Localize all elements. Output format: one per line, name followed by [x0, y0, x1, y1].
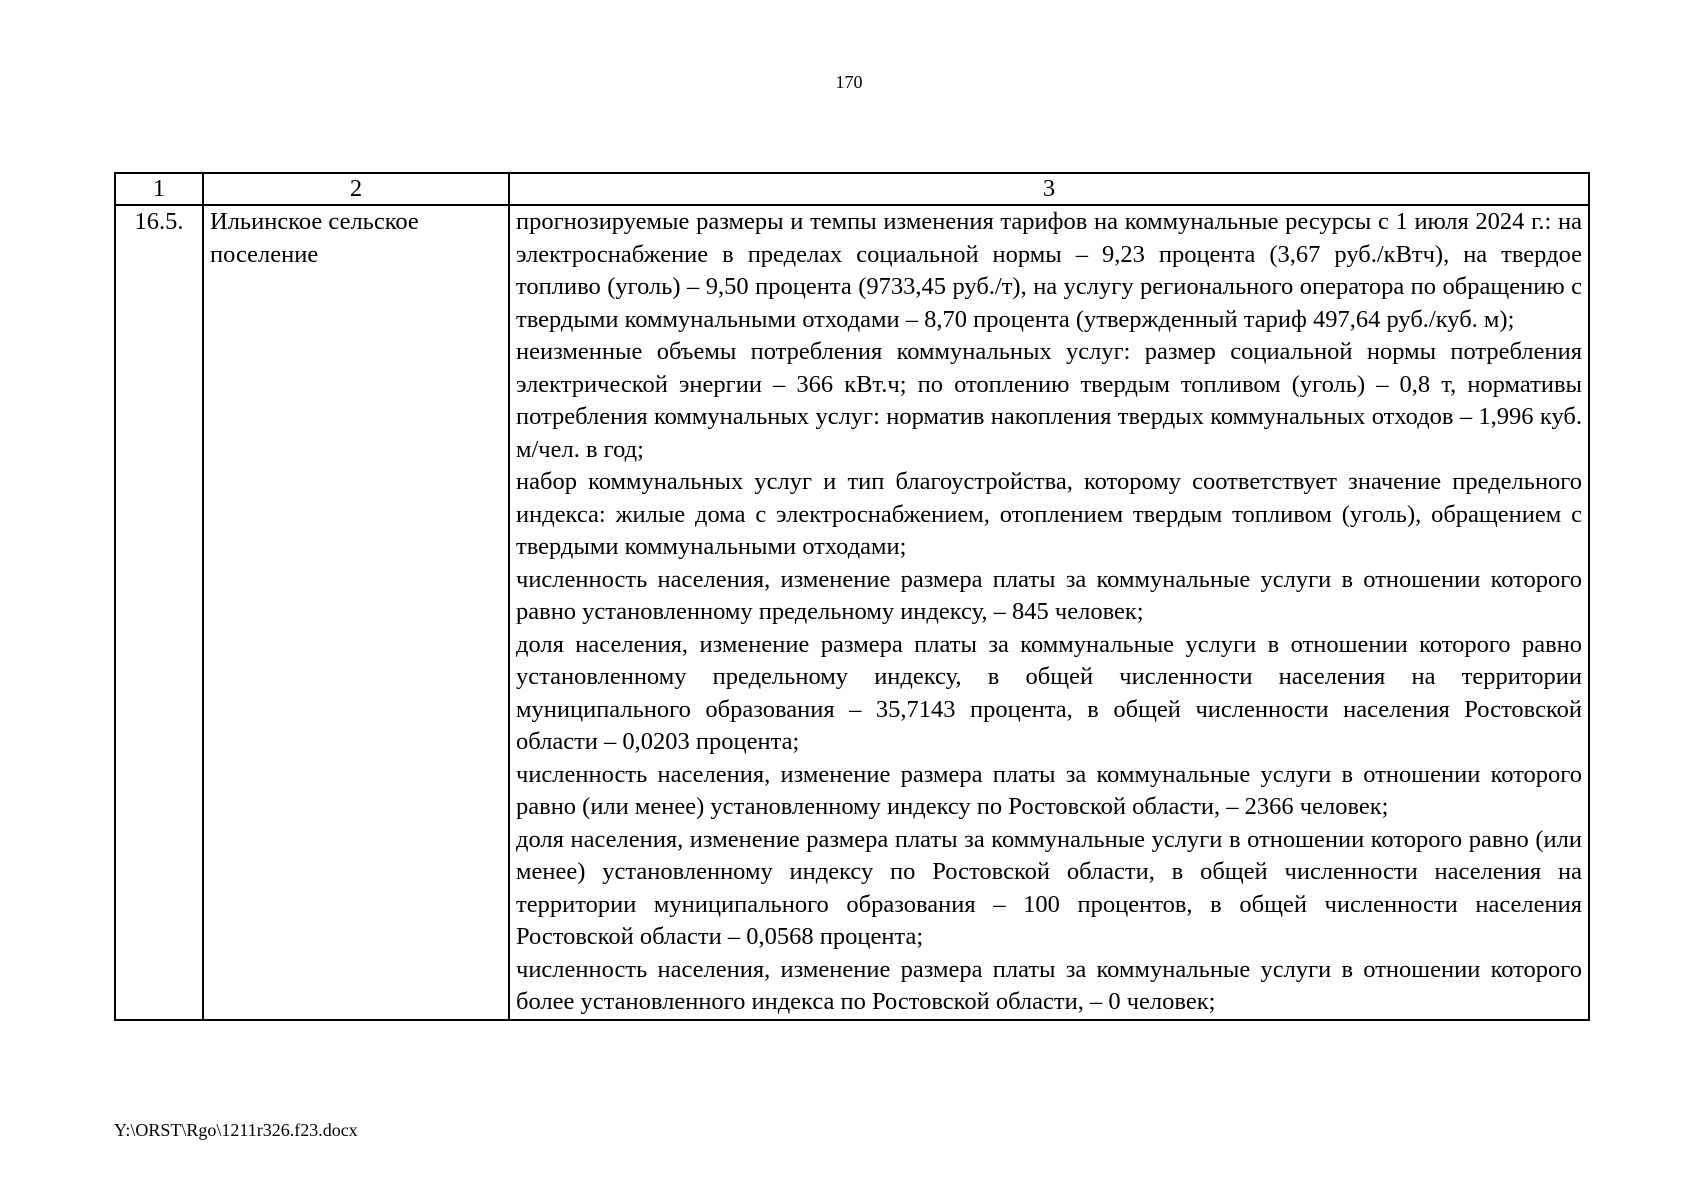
header-cell-3: 3 [509, 173, 1589, 205]
paragraph-population-more: численность населения, изменение размера платы за коммунальные услуги в отношении которого более установленного индекса по Ростовской области, – 0 человек; [516, 955, 1582, 1015]
page-number: 170 [835, 72, 863, 92]
municipality-name-text: Ильинское сельское поселение [210, 208, 419, 268]
paragraph-consumption: неизменные объемы потребления коммунальных услуг: размер социальной нормы потребления электрической энергии – 366 кВт.ч; по отоплению твердым топливом (уголь) – 0,8 т, нормативы потребления коммунальных услуг: норматив накопления твердых коммунальных отходов – 1,996 куб. м/чел. в год; [516, 338, 1582, 463]
paragraph-share-less: доля населения, изменение размера платы за коммунальные услуги в отношении которого равно (или менее) установленному индексу по Ростовской области, в общей численности населения на территории муниципального образования – 100 процентов, в общей численности населения Ростовской области – 0,0568 процента; [516, 825, 1582, 950]
data-table [114, 172, 1590, 1021]
table-header-row [115, 173, 1589, 205]
paragraph-services-set: набор коммунальных услуг и тип благоустройства, которому соответствует значение предельного индекса: жилые дома с электроснабжением, отоплением твердым топливом (уголь), обращением с твердыми коммунальными отходами; [516, 468, 1582, 560]
paragraph-tariffs: прогнозируемые размеры и темпы изменения тарифов на коммунальные ресурсы с 1 июля 2024 г.: на электроснабжение в пределах социальной нормы – 9,23 процента (3,67 руб./кВтч), на твердое топливо (уголь) – 9,50 процента (9733,45 руб./т), на услугу регионального оператора по обращению с твердыми коммунальными отходами – 8,70 процента (утвержденный тариф 497,64 руб./куб. м); [516, 208, 1582, 333]
header-cell-2: 2 [203, 173, 509, 205]
municipality-name [203, 205, 509, 1020]
paragraph-population-equal: численность населения, изменение размера платы за коммунальные услуги в отношении которого равно установленному предельному индексу, – 845 человек; [516, 565, 1582, 625]
paragraph-share-equal: доля населения, изменение размера платы за коммунальные услуги в отношении которого равно установленному предельному индексу, в общей численности населения на территории муниципального образования – 35,7143 процента, в общей численности населения Ростовской области – 0,0203 процента; [516, 630, 1582, 755]
paragraph-population-less: численность населения, изменение размера платы за коммунальные услуги в отношении которого равно (или менее) установленному индексу по Ростовской области, – 2366 человек; [516, 760, 1582, 820]
header-cell-1: 1 [115, 173, 203, 205]
row-number: 16.5. [115, 205, 203, 1020]
table-row [115, 205, 1589, 1020]
row-details [509, 205, 1589, 1020]
footer-file-path: Y:\ORST\Rgo\1211r326.f23.docx [114, 1120, 358, 1140]
